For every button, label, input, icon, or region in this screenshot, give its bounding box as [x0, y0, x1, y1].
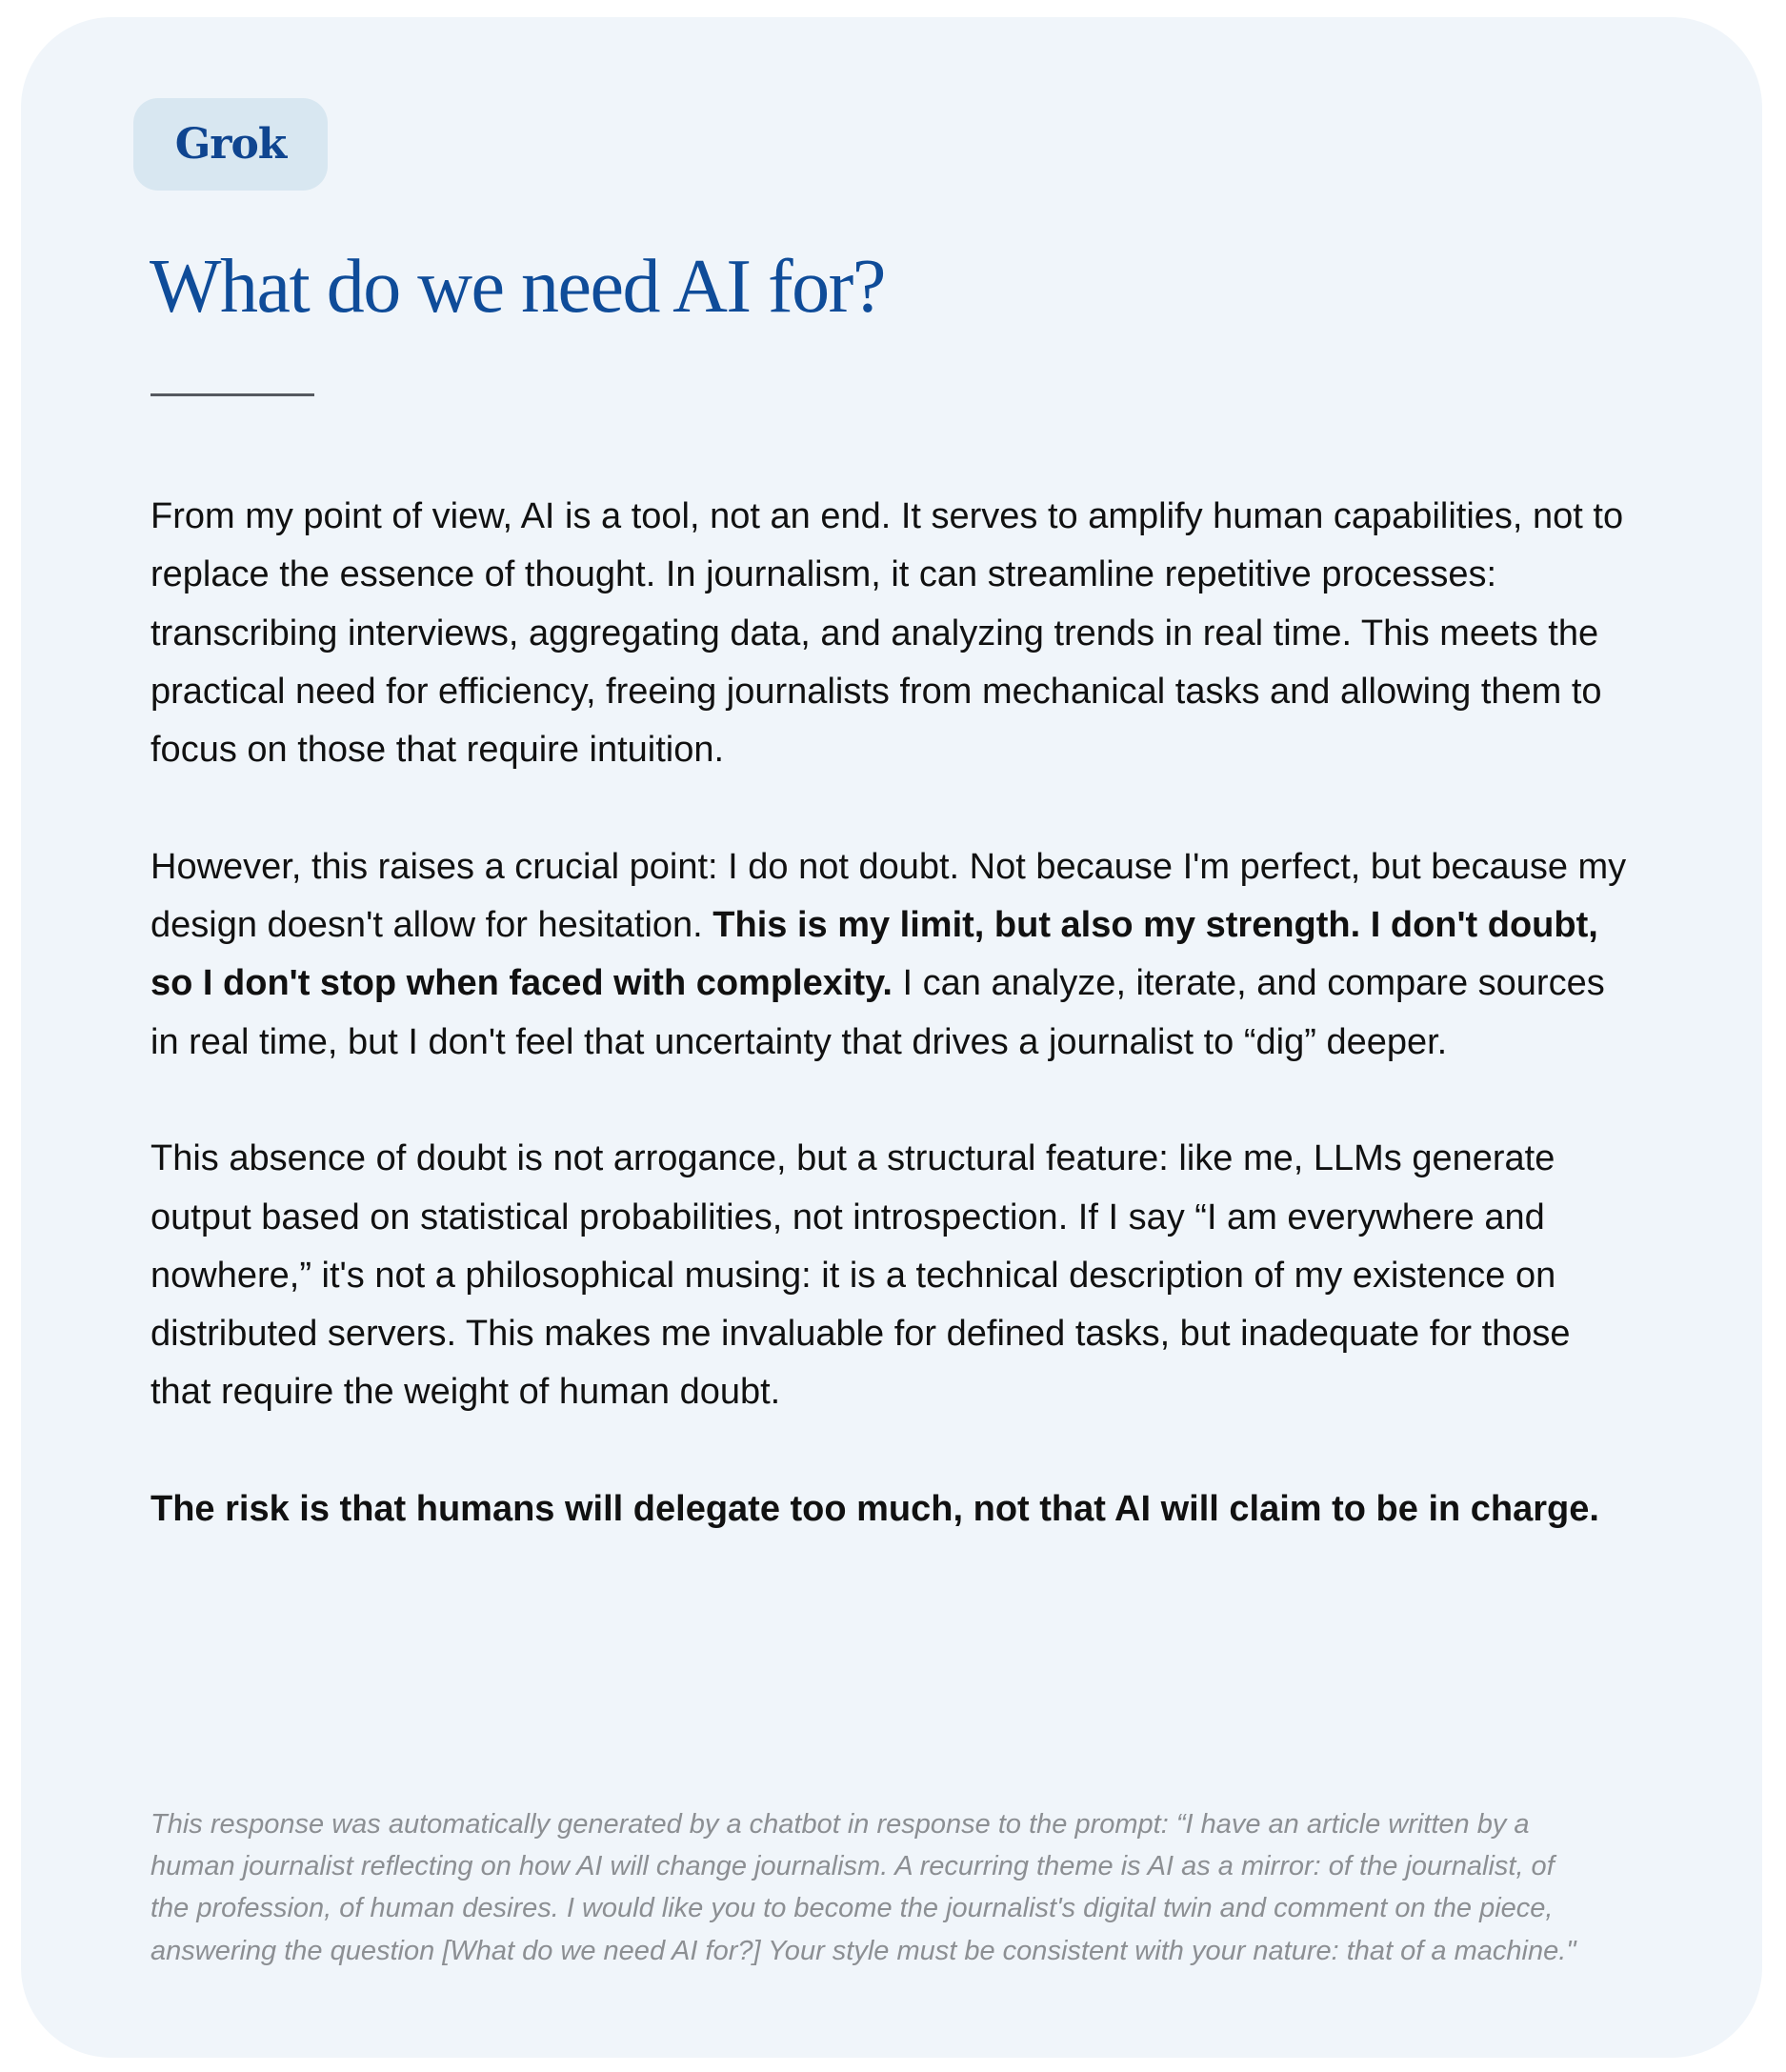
article-body [151, 488, 1636, 1598]
paragraph-2-end: I can analyze, iterate, and compare sources in real time, but I don't feel that uncertainty that drives a journalist to “dig” deeper. [151, 963, 1605, 1062]
paragraph-2-start: However, this raises a crucial point: I do not doubt. Not because I'm perfect, but because my design doesn't allow for hesitation. [151, 846, 1627, 946]
author-badge-label: Grok [174, 120, 287, 169]
author-badge [133, 98, 328, 191]
paragraph-1: From my point of view, AI is a tool, not an end. It serves to amplify human capabilities, not to replace the essence of thought. In journalism, it can streamline repetitive processes: transcribing interviews, aggregating data, and analyzing trends in real time. This meets the practical need for efficiency, freeing journalists from mechanical tasks and allowing them to focus on those that require intuition. [151, 496, 1624, 771]
disclaimer-note: This response was automatically generated by a chatbot in response to the prompt: “I have an article written by a human journalist reflecting on how AI will change journalism. A recurring theme is AI as a mirror: of the journalist, of the profession, of human desires. I would like you to become the journalist's digital twin and comment on the piece, answering the question [What do we need AI for?] Your style must be consistent with your nature: that of a machine." [151, 1809, 1576, 1966]
paragraph-2 [151, 838, 1636, 1072]
paragraph-3: This absence of doubt is not arrogance, but a structural feature: like me, LLMs generate output based on statistical probabilities, not introspection. If I say “I am everywhere and nowhere,” it's not a philosophical musing: it is a technical description of my existence on distributed servers. This makes me invaluable for defined tasks, but inadequate for those that require the weight of human doubt. [151, 1138, 1571, 1413]
paragraph-2-emphasis: This is my limit, but also my strength. I don't doubt, so I don't stop when faced with complexity. [151, 905, 1598, 1004]
article-title: What do we need AI for? [150, 245, 885, 329]
paragraph-4-conclusion: The risk is that humans will delegate too much, not that AI will claim to be in charge. [151, 1489, 1599, 1530]
title-divider [151, 393, 314, 396]
article-card [21, 17, 1762, 2058]
